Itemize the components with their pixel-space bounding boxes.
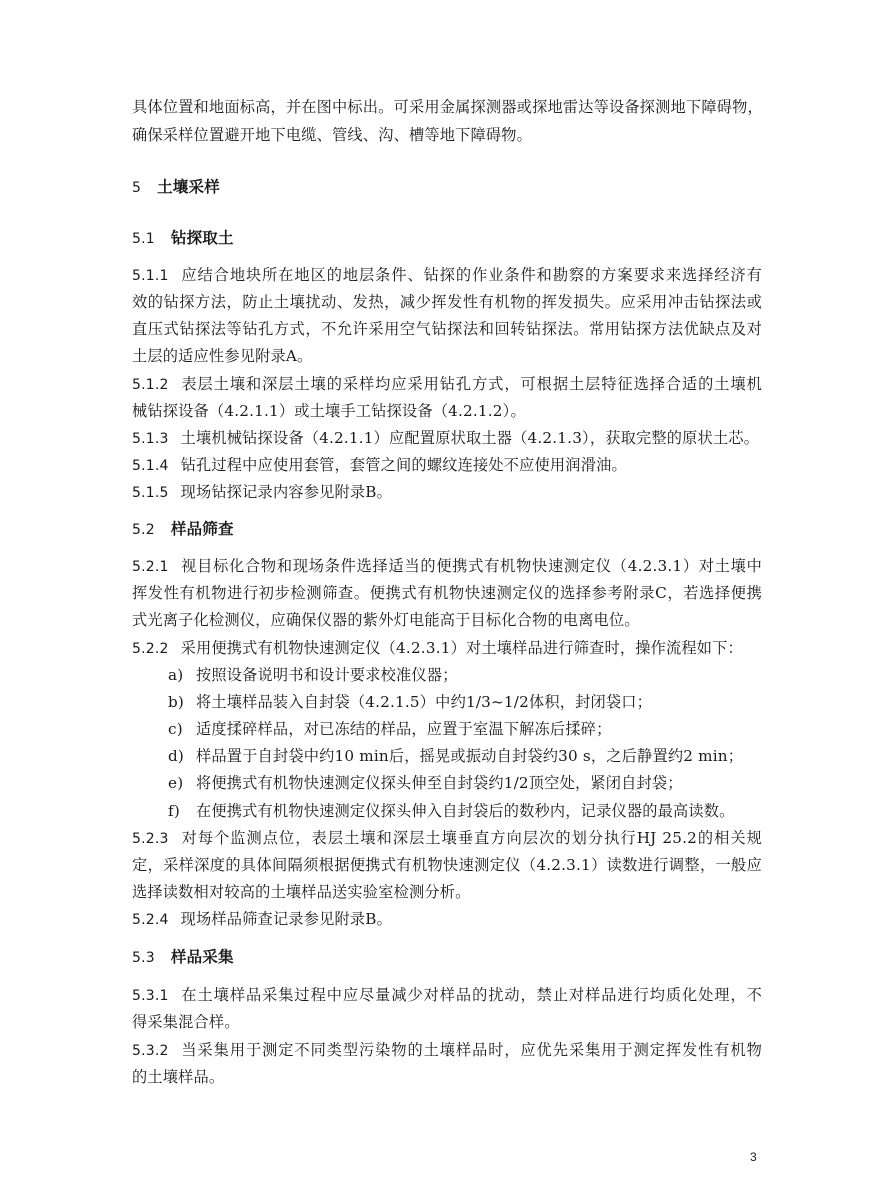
paragraph-5-2-1-line-3: 式光离子化检测仪，应确保仪器的紫外灯电能高于目标化合物的电离电位。 — [132, 611, 640, 629]
list-item — [168, 800, 735, 822]
clause-number: 5.3.1 — [132, 988, 169, 1004]
section-number: 5.3 — [132, 950, 155, 966]
clause-text: 钻孔过程中应使用套管，套管之间的螺纹连接处不应使用润滑油。 — [180, 456, 627, 474]
clause-text: 采用便携式有机物快速测定仪（4.2.3.1）对土壤样品进行筛查时，操作流程如下： — [180, 639, 743, 657]
clause-number: 5.2.1 — [132, 559, 169, 575]
page-number: 3 — [750, 1150, 757, 1164]
list-item-text: 按照设备说明书和设计要求校准仪器； — [196, 666, 458, 684]
list-marker: b) — [168, 693, 185, 711]
paragraph-5-1-1-line-1 — [132, 264, 762, 287]
paragraph-5-1-5 — [132, 481, 392, 504]
list-item — [168, 745, 743, 767]
clause-number: 5.1.5 — [132, 485, 169, 501]
clause-number: 5.2.4 — [132, 912, 169, 928]
paragraph-5-3-2-line-1 — [132, 1039, 762, 1062]
section-heading-5-2 — [132, 518, 234, 541]
section-number: 5.2 — [132, 522, 155, 538]
list-item-text: 将便携式有机物快速测定仪探头伸至自封袋约1/2顶空处，紧闭自封袋； — [196, 774, 683, 792]
section-title: 样品采集 — [170, 948, 234, 966]
clause-number: 5.3.2 — [132, 1043, 169, 1059]
list-item — [168, 691, 652, 713]
section-title: 样品筛查 — [170, 520, 234, 538]
paragraph-5-2-3-line-1 — [132, 827, 762, 850]
section-heading-5-3 — [132, 946, 234, 969]
intro-line-2: 确保采样位置避开地下电缆、管线、沟、槽等地下障碍物。 — [132, 126, 533, 144]
list-marker: d) — [168, 747, 185, 765]
clause-number: 5.1.4 — [132, 458, 169, 474]
list-marker: f) — [168, 802, 180, 820]
list-marker: a) — [168, 666, 184, 684]
paragraph-5-1-1-line-3: 直压式钻探法等钻孔方式，不允许采用空气钻探法和回转钻探法。常用钻探方法优缺点及对 — [132, 320, 762, 338]
section-heading-5-1 — [132, 227, 234, 250]
paragraph-5-3-1-line-2: 得采集混合样。 — [132, 1013, 240, 1031]
clause-number: 5.2.2 — [132, 641, 169, 657]
paragraph-5-3-2-line-2: 的土壤样品。 — [132, 1068, 225, 1086]
paragraph-5-2-1-line-2: 挥发性有机物进行初步检测筛查。便携式有机物快速测定仪的选择参考附录C，若选择便携 — [132, 584, 762, 602]
list-item-text: 将土壤样品装入自封袋（4.2.1.5）中约1/3~1/2体积，封闭袋口； — [196, 693, 653, 711]
paragraph-5-2-3-line-3: 选择读数相对较高的土壤样品送实验室检测分析。 — [132, 883, 471, 901]
paragraph-5-1-4 — [132, 454, 627, 477]
list-item — [168, 772, 683, 794]
clause-text: 当采集用于测定不同类型污染物的土壤样品时，应优先采集用于测定挥发性有机物 — [180, 1041, 762, 1059]
clause-text: 对每个监测点位，表层土壤和深层土壤垂直方向层次的划分执行HJ 25.2的相关规 — [180, 829, 762, 847]
clause-text: 视目标化合物和现场条件选择适当的便携式有机物快速测定仪（4.2.3.1）对土壤中 — [180, 557, 762, 575]
list-item-text: 样品置于自封袋中约10 min后，摇晃或振动自封袋约30 s，之后静置约2 min； — [196, 747, 744, 765]
list-item — [168, 664, 458, 686]
clause-text: 表层土壤和深层土壤的采样均应采用钻孔方式，可根据土层特征选择合适的土壤机 — [180, 375, 762, 393]
clause-text: 应结合地块所在地区的地层条件、钻探的作业条件和勘察的方案要求来选择经济有 — [180, 266, 762, 284]
list-item-text: 适度揉碎样品，对已冻结的样品，应置于室温下解冻后揉碎； — [196, 720, 612, 738]
paragraph-5-1-2-line-2: 械钻探设备（4.2.1.1）或土壤手工钻探设备（4.2.1.2）。 — [132, 402, 526, 420]
clause-number: 5.1.2 — [132, 377, 169, 393]
list-marker: e) — [168, 774, 184, 792]
paragraph-5-3-1-line-1 — [132, 984, 762, 1007]
paragraph-5-1-2-line-1 — [132, 373, 762, 396]
section-number: 5 — [132, 180, 142, 196]
paragraph-5-1-1-line-2: 效的钻探方法，防止土壤扰动、发热，减少挥发性有机物的挥发损失。应采用冲击钻探法或 — [132, 293, 762, 311]
paragraph-5-1-3 — [132, 427, 759, 450]
paragraph-5-2-4 — [132, 908, 392, 931]
section-number: 5.1 — [132, 231, 155, 247]
paragraph-5-2-2 — [132, 637, 743, 660]
clause-text: 在土壤样品采集过程中应尽量减少对样品的扰动，禁止对样品进行均质化处理，不 — [180, 986, 762, 1004]
clause-text: 现场样品筛查记录参见附录B。 — [180, 910, 393, 928]
clause-text: 现场钻探记录内容参见附录B。 — [180, 483, 393, 501]
clause-number: 5.1.1 — [132, 268, 169, 284]
clause-number: 5.1.3 — [132, 431, 169, 447]
clause-text: 土壤机械钻探设备（4.2.1.1）应配置原状取土器（4.2.1.3），获取完整的原状土芯。 — [180, 429, 760, 447]
list-marker: c) — [168, 720, 183, 738]
paragraph-5-2-1-line-1 — [132, 555, 762, 578]
list-item — [168, 718, 611, 740]
intro-line-1: 具体位置和地面标高，并在图中标出。可采用金属探测器或探地雷达等设备探测地下障碍物， — [132, 98, 763, 116]
paragraph-5-2-3-line-2: 定，采样深度的具体间隔须根据便携式有机物快速测定仪（4.2.3.1）读数进行调整，一般应 — [132, 856, 762, 874]
paragraph-5-1-1-line-4: 土层的适应性参见附录A。 — [132, 347, 313, 365]
section-title: 土壤采样 — [157, 178, 220, 196]
section-title: 钻探取土 — [170, 229, 234, 247]
clause-number: 5.2.3 — [132, 831, 169, 847]
section-heading-5 — [132, 176, 220, 199]
list-item-text: 在便携式有机物快速测定仪探头伸入自封袋后的数秒内，记录仪器的最高读数。 — [196, 802, 735, 820]
